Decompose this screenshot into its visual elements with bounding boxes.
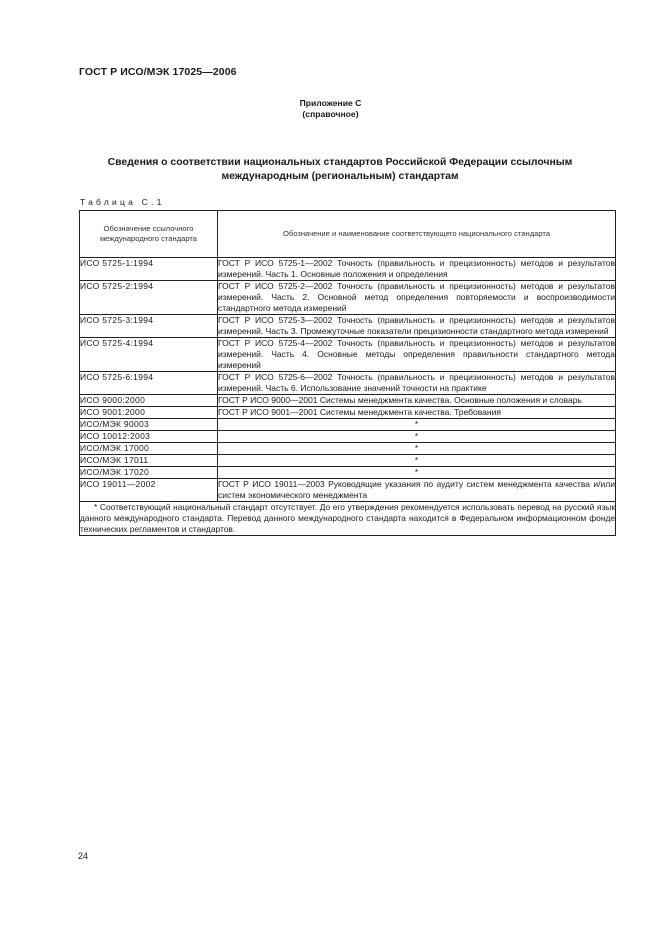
international-standard-cell: ИСО 9000:2000 [80, 395, 218, 407]
header-international-standard: Обозначение ссылочного международного стандарта [80, 211, 218, 258]
international-standard-cell: ИСО 5725-6:1994 [80, 372, 218, 395]
annex-type: (справочное) [302, 109, 359, 119]
table-row [80, 372, 616, 395]
table-row [80, 315, 616, 338]
international-standard-cell: ИСО 5725-2:1994 [80, 281, 218, 315]
international-standard-cell: ИСО 5725-3:1994 [80, 315, 218, 338]
national-standard-cell: ГОСТ Р ИСО 9000—2001 Системы менеджмента качества. Основные положения и словарь [218, 395, 616, 407]
national-standard-cell: ГОСТ Р ИСО 5725-2—2002 Точность (правильность и прецизионность) методов и результатов измерений. Часть 2. Основной метод определения повторяемости и воспроизводимости стандартного метода измерений [218, 281, 615, 313]
table-body [80, 258, 616, 502]
national-standard-cell: * [218, 443, 616, 455]
table-row [80, 443, 616, 455]
footnote-row [80, 502, 616, 536]
table-header-row [80, 211, 616, 258]
national-standard-cell: * [218, 455, 616, 467]
header-national-standard: Обозначение и наименование соответствующего национального стандарта [218, 211, 616, 258]
national-standard-cell: * [218, 431, 616, 443]
table-row [80, 455, 616, 467]
table-row [80, 419, 616, 431]
national-standard-cell: ГОСТ Р ИСО 5725-6—2002 Точность (правильность и прецизионность) методов и результатов измерений. Часть 6. Использование значений точности на практике [218, 372, 615, 393]
national-standard-cell: ГОСТ Р ИСО 5725-3—2002 Точность (правильность и прецизионность) методов и результатов измерений. Часть 3. Промежуточные показатели прецизионности стандартного метода измерений [218, 315, 615, 336]
table-row [80, 281, 616, 315]
national-standard-cell: ГОСТ Р ИСО 5725-1—2002 Точность (правильность и прецизионность) методов и результатов измерений. Часть 1. Основные положения и определения [218, 258, 615, 279]
annex-label: Приложение С [299, 98, 362, 108]
national-standard-cell: * [218, 419, 616, 431]
international-standard-cell: ИСО 19011—2002 [80, 479, 218, 502]
table-footnote [80, 502, 616, 536]
document-header: ГОСТ Р ИСО/МЭК 17025—2006 [79, 66, 237, 78]
national-standard-cell: ГОСТ Р ИСО 19011—2003 Руководящие указания по аудиту систем менеджмента качества и/или систем экономического менеджмента [218, 479, 615, 500]
national-standard-cell: ГОСТ Р ИСО 5725-4—2002 Точность (правильность и прецизионность) методов и результатов измерений. Часть 4. Основные методы определения правильности стандартного метода измерений [218, 338, 615, 370]
table-row [80, 338, 616, 372]
international-standard-cell: ИСО/МЭК 17020 [80, 467, 218, 479]
table-row [80, 258, 616, 281]
international-standard-cell: ИСО/МЭК 17011 [80, 455, 218, 467]
international-standard-cell: ИСО 9001:2000 [80, 407, 218, 419]
international-standard-cell: ИСО 10012:2003 [80, 431, 218, 443]
annex-heading [0, 98, 661, 120]
table-row [80, 431, 616, 443]
table-row [80, 395, 616, 407]
table-row [80, 467, 616, 479]
footnote-text: * Соответствующий национальный стандарт отсутствует. До его утверждения рекомендуется использовать перевод на русский язык данного международного стандарта. Перевод данного международного стандарта находится в Федеральном информационном фонде технических регламентов и стандартов. [80, 502, 615, 534]
table-row [80, 479, 616, 502]
international-standard-cell: ИСО 5725-4:1994 [80, 338, 218, 372]
table-row [80, 407, 616, 419]
international-standard-cell: ИСО/МЭК 17000 [80, 443, 218, 455]
page-number: 24 [78, 851, 89, 861]
table-caption: Таблица С.1 [80, 197, 165, 207]
international-standard-cell: ИСО/МЭК 90003 [80, 419, 218, 431]
national-standard-cell: * [218, 467, 616, 479]
correspondence-table [79, 210, 616, 536]
international-standard-cell: ИСО 5725-1:1994 [80, 258, 218, 281]
annex-title: Сведения о соответствии национальных стандартов Российской Федерации ссылочным международным (региональным) стандартам [107, 157, 573, 182]
national-standard-cell: ГОСТ Р ИСО 9001—2001 Системы менеджмента качества. Требования [218, 407, 616, 419]
